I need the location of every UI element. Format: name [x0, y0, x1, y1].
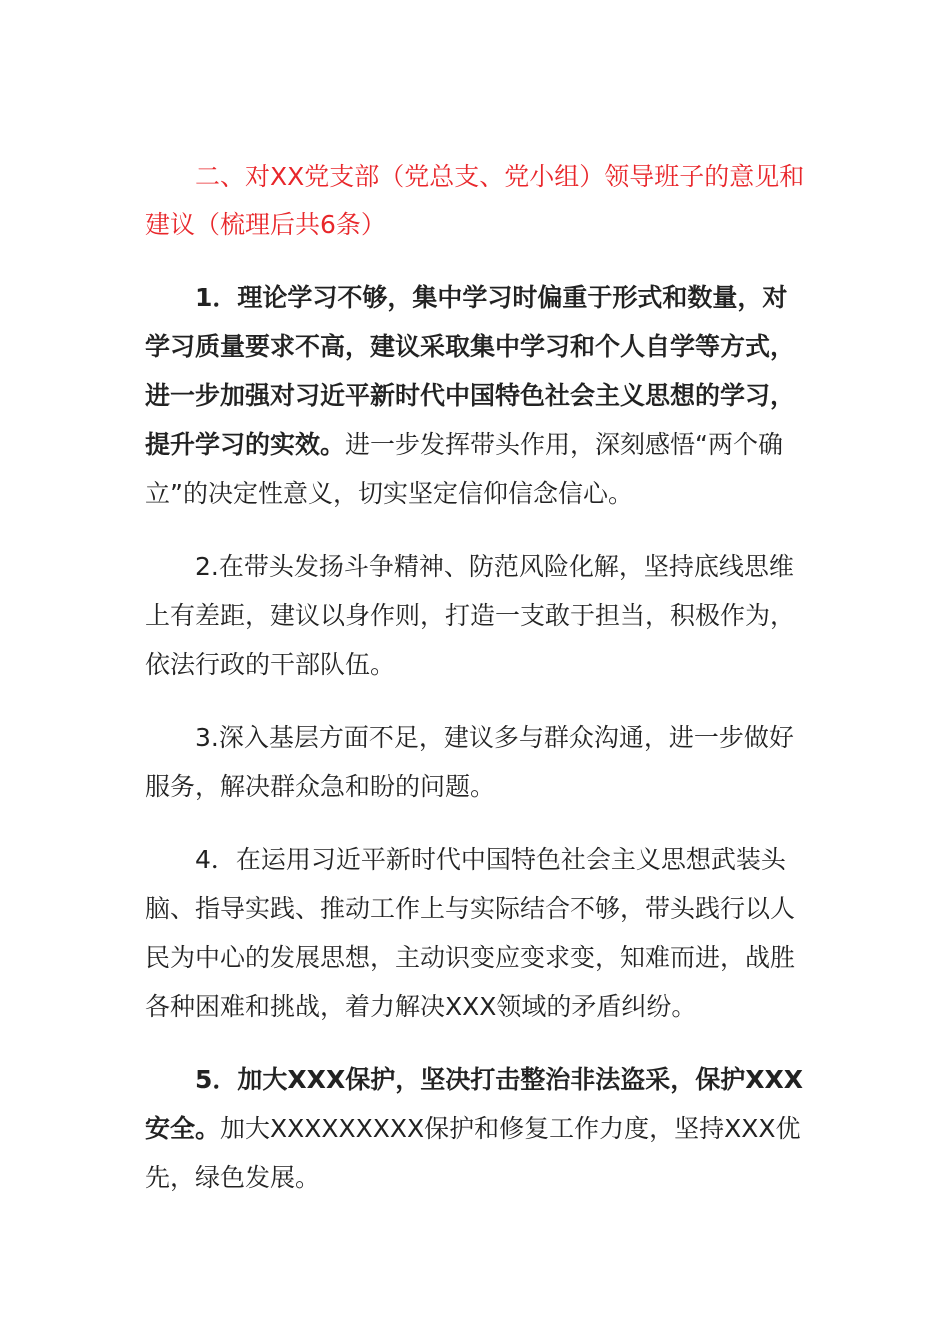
- paragraph-4-text: 4．在运用习近平新时代中国特色社会主义思想武装头脑、指导实践、推动工作上与实际结合不够，带头践行以人民为中心的发展思想，主动识变应变求变，知难而进，战胜各种困难和挑战，着力解决XXX领域的矛盾纠纷。: [145, 845, 796, 1021]
- paragraph-1-text: 进一步发挥带头作用，深刻感悟“两个确立”的决定性意义，切实坚定信仰信念信心。: [145, 430, 783, 508]
- section-heading: 二、对XX党支部（党总支、党小组）领导班子的意见和建议（梳理后共6条）: [145, 162, 805, 239]
- paragraph-5-text: 加大XXXXXXXXX保护和修复工作力度，坚持XXX优先，绿色发展。: [145, 1114, 801, 1192]
- paragraph-2-text: 2.在带头发扬斗争精神、防范风险化解，坚持底线思维上有差距，建议以身作则，打造一支敢于担当，积极作为，依法行政的干部队伍。: [145, 552, 796, 679]
- paragraph-item-4: [145, 835, 812, 1031]
- paragraph-item-5: [145, 1055, 812, 1202]
- paragraph-item-2: [145, 542, 812, 689]
- paragraph-1-bold-text: 1．理论学习不够，集中学习时偏重于形式和数量，对学习质量要求不高，建议采取集中学习和个人自学等方式，进一步加强对习近平新时代中国特色社会主义思想的学习，提升学习的实效。: [145, 283, 796, 459]
- paragraph-5-bold-text: 5．加大XXX保护，坚决打击整治非法盗采，保护XXX安全。: [145, 1065, 804, 1143]
- paragraph-3-text: 3.深入基层方面不足，建议多与群众沟通，进一步做好服务，解决群众急和盼的问题。: [145, 723, 794, 801]
- paragraph-item-1: [145, 273, 812, 518]
- paragraph-item-3: [145, 713, 812, 811]
